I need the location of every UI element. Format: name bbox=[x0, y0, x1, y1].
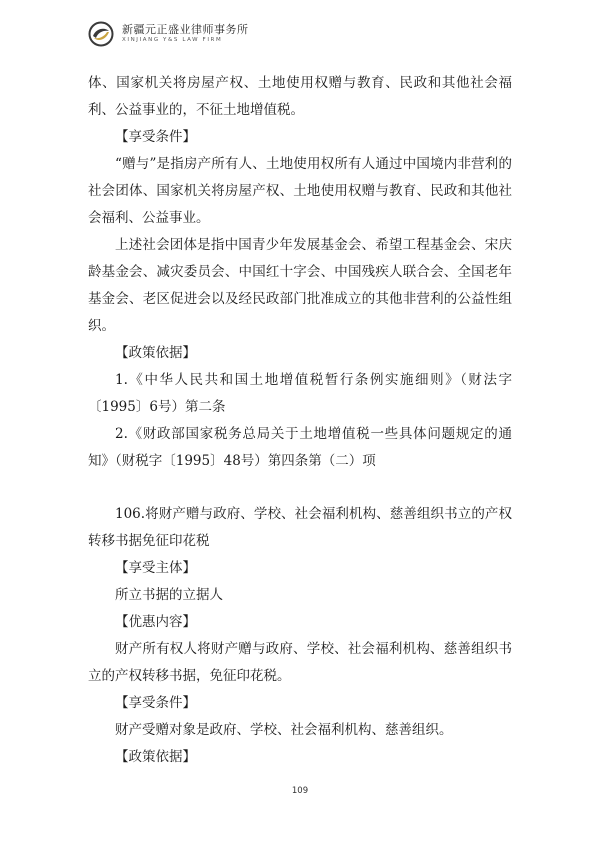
paragraph: 财产受赠对象是政府、学校、社会福利机构、慈善组织。 bbox=[115, 722, 453, 738]
paragraph: 上述社会团体是指中国青少年发展基金会、希望工程基金会、宋庆龄基金会、减灾委员会、中国红十字会、中国残疾人联合会、全国老年基金会、老区促进会以及经民政部门批准成立的其他非营利的公益性组织。 bbox=[88, 237, 512, 334]
firm-name-cn: 新疆元正盛业律师事务所 bbox=[122, 23, 249, 37]
paragraph: 财产所有权人将财产赠与政府、学校、社会福利机构、慈善组织书立的产权转移书据，免征印花税。 bbox=[88, 641, 512, 684]
policy-reference: 2.《财政部国家税务总局关于土地增值税一些具体问题规定的通知》（财税字〔1995〕48号）第四条第（二）项 bbox=[88, 426, 512, 469]
document-body bbox=[88, 70, 512, 771]
paragraph: 体、国家机关将房屋产权、土地使用权赠与教育、民政和其他社会福利、公益事业的，不征土地增值税。 bbox=[88, 75, 512, 118]
section-heading: 【政策依据】 bbox=[115, 749, 196, 765]
page-number: 109 bbox=[291, 786, 309, 796]
policy-reference: 1.《中华人民共和国土地增值税暂行条例实施细则》（财法字〔1995〕6号）第二条 bbox=[88, 372, 512, 415]
paragraph: 所立书据的立据人 bbox=[115, 587, 223, 603]
paragraph: “赠与”是指房产所有人、土地使用权所有人通过中国境内非营利的社会团体、国家机关将房屋产权、土地使用权赠与教育、民政和其他社会福利、公益事业。 bbox=[88, 156, 512, 226]
letterhead bbox=[88, 16, 249, 52]
firm-name-en: XINJIANG Y&S LAW FIRM bbox=[122, 37, 223, 44]
section-heading: 【政策依据】 bbox=[115, 345, 196, 361]
item-title: 106.将财产赠与政府、学校、社会福利机构、慈善组织书立的产权转移书据免征印花税 bbox=[88, 506, 512, 549]
section-heading: 【享受条件】 bbox=[115, 129, 196, 145]
firm-logo-icon bbox=[88, 21, 114, 47]
spacer bbox=[88, 475, 512, 501]
section-heading: 【享受主体】 bbox=[115, 560, 196, 576]
section-heading: 【享受条件】 bbox=[115, 695, 196, 711]
section-heading: 【优惠内容】 bbox=[115, 614, 196, 630]
firm-name-block bbox=[122, 24, 249, 44]
